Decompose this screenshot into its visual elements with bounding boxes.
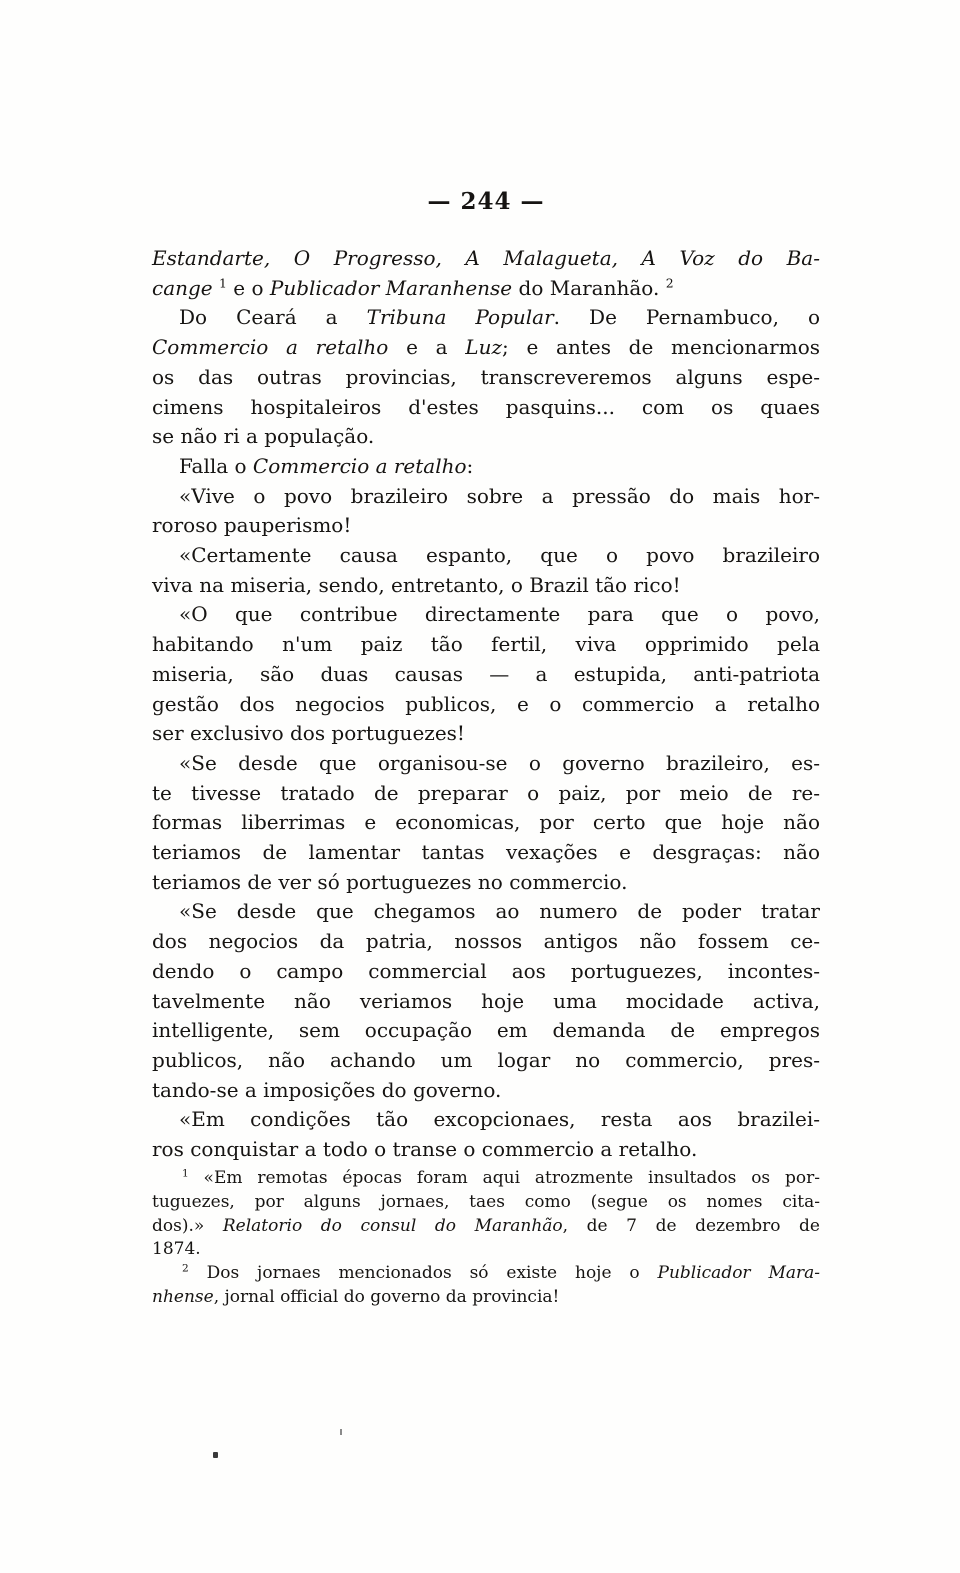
paragraph (152, 541, 820, 600)
text-run: teriamos de lamentar tantas vexações e desgraças: não (152, 840, 820, 865)
italic-text-run: nhense (152, 1286, 214, 1307)
text-run: ser exclusivo dos portuguezes! (152, 721, 465, 746)
text-line (152, 1262, 820, 1286)
text-run: dendo o campo commercial aos portuguezes, incontes- (152, 958, 820, 983)
text-run: 1874. (152, 1239, 201, 1260)
text-line (152, 1135, 820, 1165)
text-run: «Se desde que organisou-se o governo brazileiro, es- (179, 750, 820, 775)
text-run: tuguezes, por alguns jornaes, taes como (segue os nomes cita- (152, 1191, 820, 1212)
italic-text-run: cange (152, 275, 220, 300)
text-line (152, 957, 820, 987)
text-run: dos).» (152, 1215, 223, 1236)
text-line (152, 1016, 820, 1046)
italic-text-run: Estandarte, O Progresso, A Malagueta, A Voz do Ba- (152, 246, 820, 270)
text-line (152, 987, 820, 1017)
text-run: e a (388, 335, 466, 360)
paragraph (152, 452, 820, 482)
text-line (152, 1167, 820, 1191)
text-run: «Em condições tão excopcionaes, resta aos brazilei- (179, 1107, 820, 1132)
text-line (152, 838, 820, 868)
text-run: se não ri a população. (152, 424, 375, 449)
italic-text-run: Commercio a retalho (152, 335, 389, 360)
text-run: : (466, 453, 474, 478)
text-run: teriamos de ver só portuguezes no commercio. (152, 869, 628, 894)
text-run: habitando n'um paiz tão fertil, viva opprimido pela (152, 632, 820, 657)
text-line (152, 927, 820, 957)
paragraph (152, 1167, 820, 1262)
text-run: ros conquistar a todo o transe o commercio a retalho. (152, 1137, 698, 1162)
paragraph (152, 244, 820, 303)
text-run: roroso pauperismo! (152, 513, 352, 538)
text-run: . De Pernambuco, o (553, 305, 820, 330)
paragraph (152, 600, 820, 749)
text-line (152, 422, 820, 452)
text-run: formas liberrimas e economicas, por certo que hoje não (152, 810, 820, 835)
text-line (152, 541, 820, 571)
text-line (152, 303, 820, 333)
text-run: gestão dos negocios publicos, e o commercio a retalho (152, 691, 820, 716)
text-line (152, 393, 820, 423)
paragraph (152, 482, 820, 541)
paragraph (152, 303, 820, 452)
text-run: ; e antes de mencionarmos (502, 335, 820, 360)
text-line (152, 333, 820, 363)
scan-artifact-speck (213, 1452, 218, 1458)
text-line (152, 244, 820, 274)
text-run: e o (226, 275, 270, 300)
italic-text-run: Publicador Mara- (657, 1263, 820, 1284)
footnote-marker: 2 (182, 1262, 189, 1275)
text-line (152, 897, 820, 927)
text-line (152, 571, 820, 601)
text-line (152, 690, 820, 720)
text-run: tando-se a imposições do governo. (152, 1077, 502, 1102)
text-line (152, 1076, 820, 1106)
text-run: , de 7 de dezembro de (562, 1215, 820, 1236)
text-run: «Certamente causa espanto, que o povo brazileiro (179, 543, 820, 568)
text-run: cimens hospitaleiros d'estes pasquins... com os quaes (152, 394, 820, 419)
text-run: «O que contribue directamente para que o povo, (179, 602, 820, 627)
text-run: os das outras provincias, transcreveremos alguns espe- (152, 364, 820, 389)
text-line (152, 749, 820, 779)
footnote-marker: 2 (665, 275, 674, 291)
text-run: dos negocios da patria, nossos antigos não fossem ce- (152, 929, 820, 954)
text-line (152, 1105, 820, 1135)
text-run: , jornal official do governo da provincia! (213, 1286, 560, 1307)
text-run: Dos jornaes mencionados só existe hoje o (188, 1263, 658, 1284)
page-footnotes (152, 1167, 820, 1310)
text-line (152, 779, 820, 809)
italic-text-run: Commercio a retalho (252, 453, 467, 478)
text-line (152, 274, 820, 304)
text-run: viva na miseria, sendo, entretanto, o Brazil tão rico! (152, 572, 681, 597)
paragraph (152, 1262, 820, 1310)
text-line (152, 482, 820, 512)
italic-text-run: Publicador Maranhense (269, 275, 513, 300)
footnote-marker: 1 (219, 275, 227, 291)
scan-artifact-speck (340, 1429, 342, 1435)
text-run: «Em remotas épocas foram aqui atrozmente insultados os por- (188, 1168, 820, 1188)
text-line (152, 1238, 820, 1262)
text-run: intelligente, sem occupação em demanda de empregos (152, 1018, 820, 1043)
page-body-text (152, 244, 820, 1165)
text-run: do Maranhão. (512, 275, 666, 300)
text-run: «Se desde que chegamos ao numero de poder tratar (179, 899, 820, 924)
text-line (152, 452, 820, 482)
paragraph (152, 897, 820, 1105)
text-line (152, 630, 820, 660)
italic-text-run: Luz (465, 335, 502, 360)
text-run: «Vive o povo brazileiro sobre a pressão do mais hor- (179, 483, 820, 508)
text-line (152, 363, 820, 393)
text-line (152, 719, 820, 749)
text-run: miseria, são duas causas — a estupida, anti-patriota (152, 661, 820, 686)
text-line (152, 1046, 820, 1076)
paragraph (152, 1105, 820, 1164)
text-run: Falla o (179, 453, 253, 478)
text-line (152, 660, 820, 690)
text-run: Do Ceará a (179, 305, 367, 330)
text-line (152, 868, 820, 898)
text-line (152, 1191, 820, 1215)
text-run: publicos, não achando um logar no commercio, pres- (152, 1047, 820, 1072)
text-line (152, 1286, 820, 1310)
text-line (152, 511, 820, 541)
text-line (152, 808, 820, 838)
page-number: — 244 — (427, 188, 545, 215)
italic-text-run: Tribuna Popular (366, 305, 554, 330)
italic-text-run: Relatorio do consul do Maranhão (222, 1215, 563, 1236)
text-run: tavelmente não veriamos hoje uma mocidade activa, (152, 988, 820, 1013)
paragraph (152, 749, 820, 898)
footnote-marker: 1 (182, 1167, 189, 1180)
text-line (152, 1215, 820, 1239)
text-run: te tivesse tratado de preparar o paiz, por meio de re- (152, 780, 820, 805)
text-line (152, 600, 820, 630)
